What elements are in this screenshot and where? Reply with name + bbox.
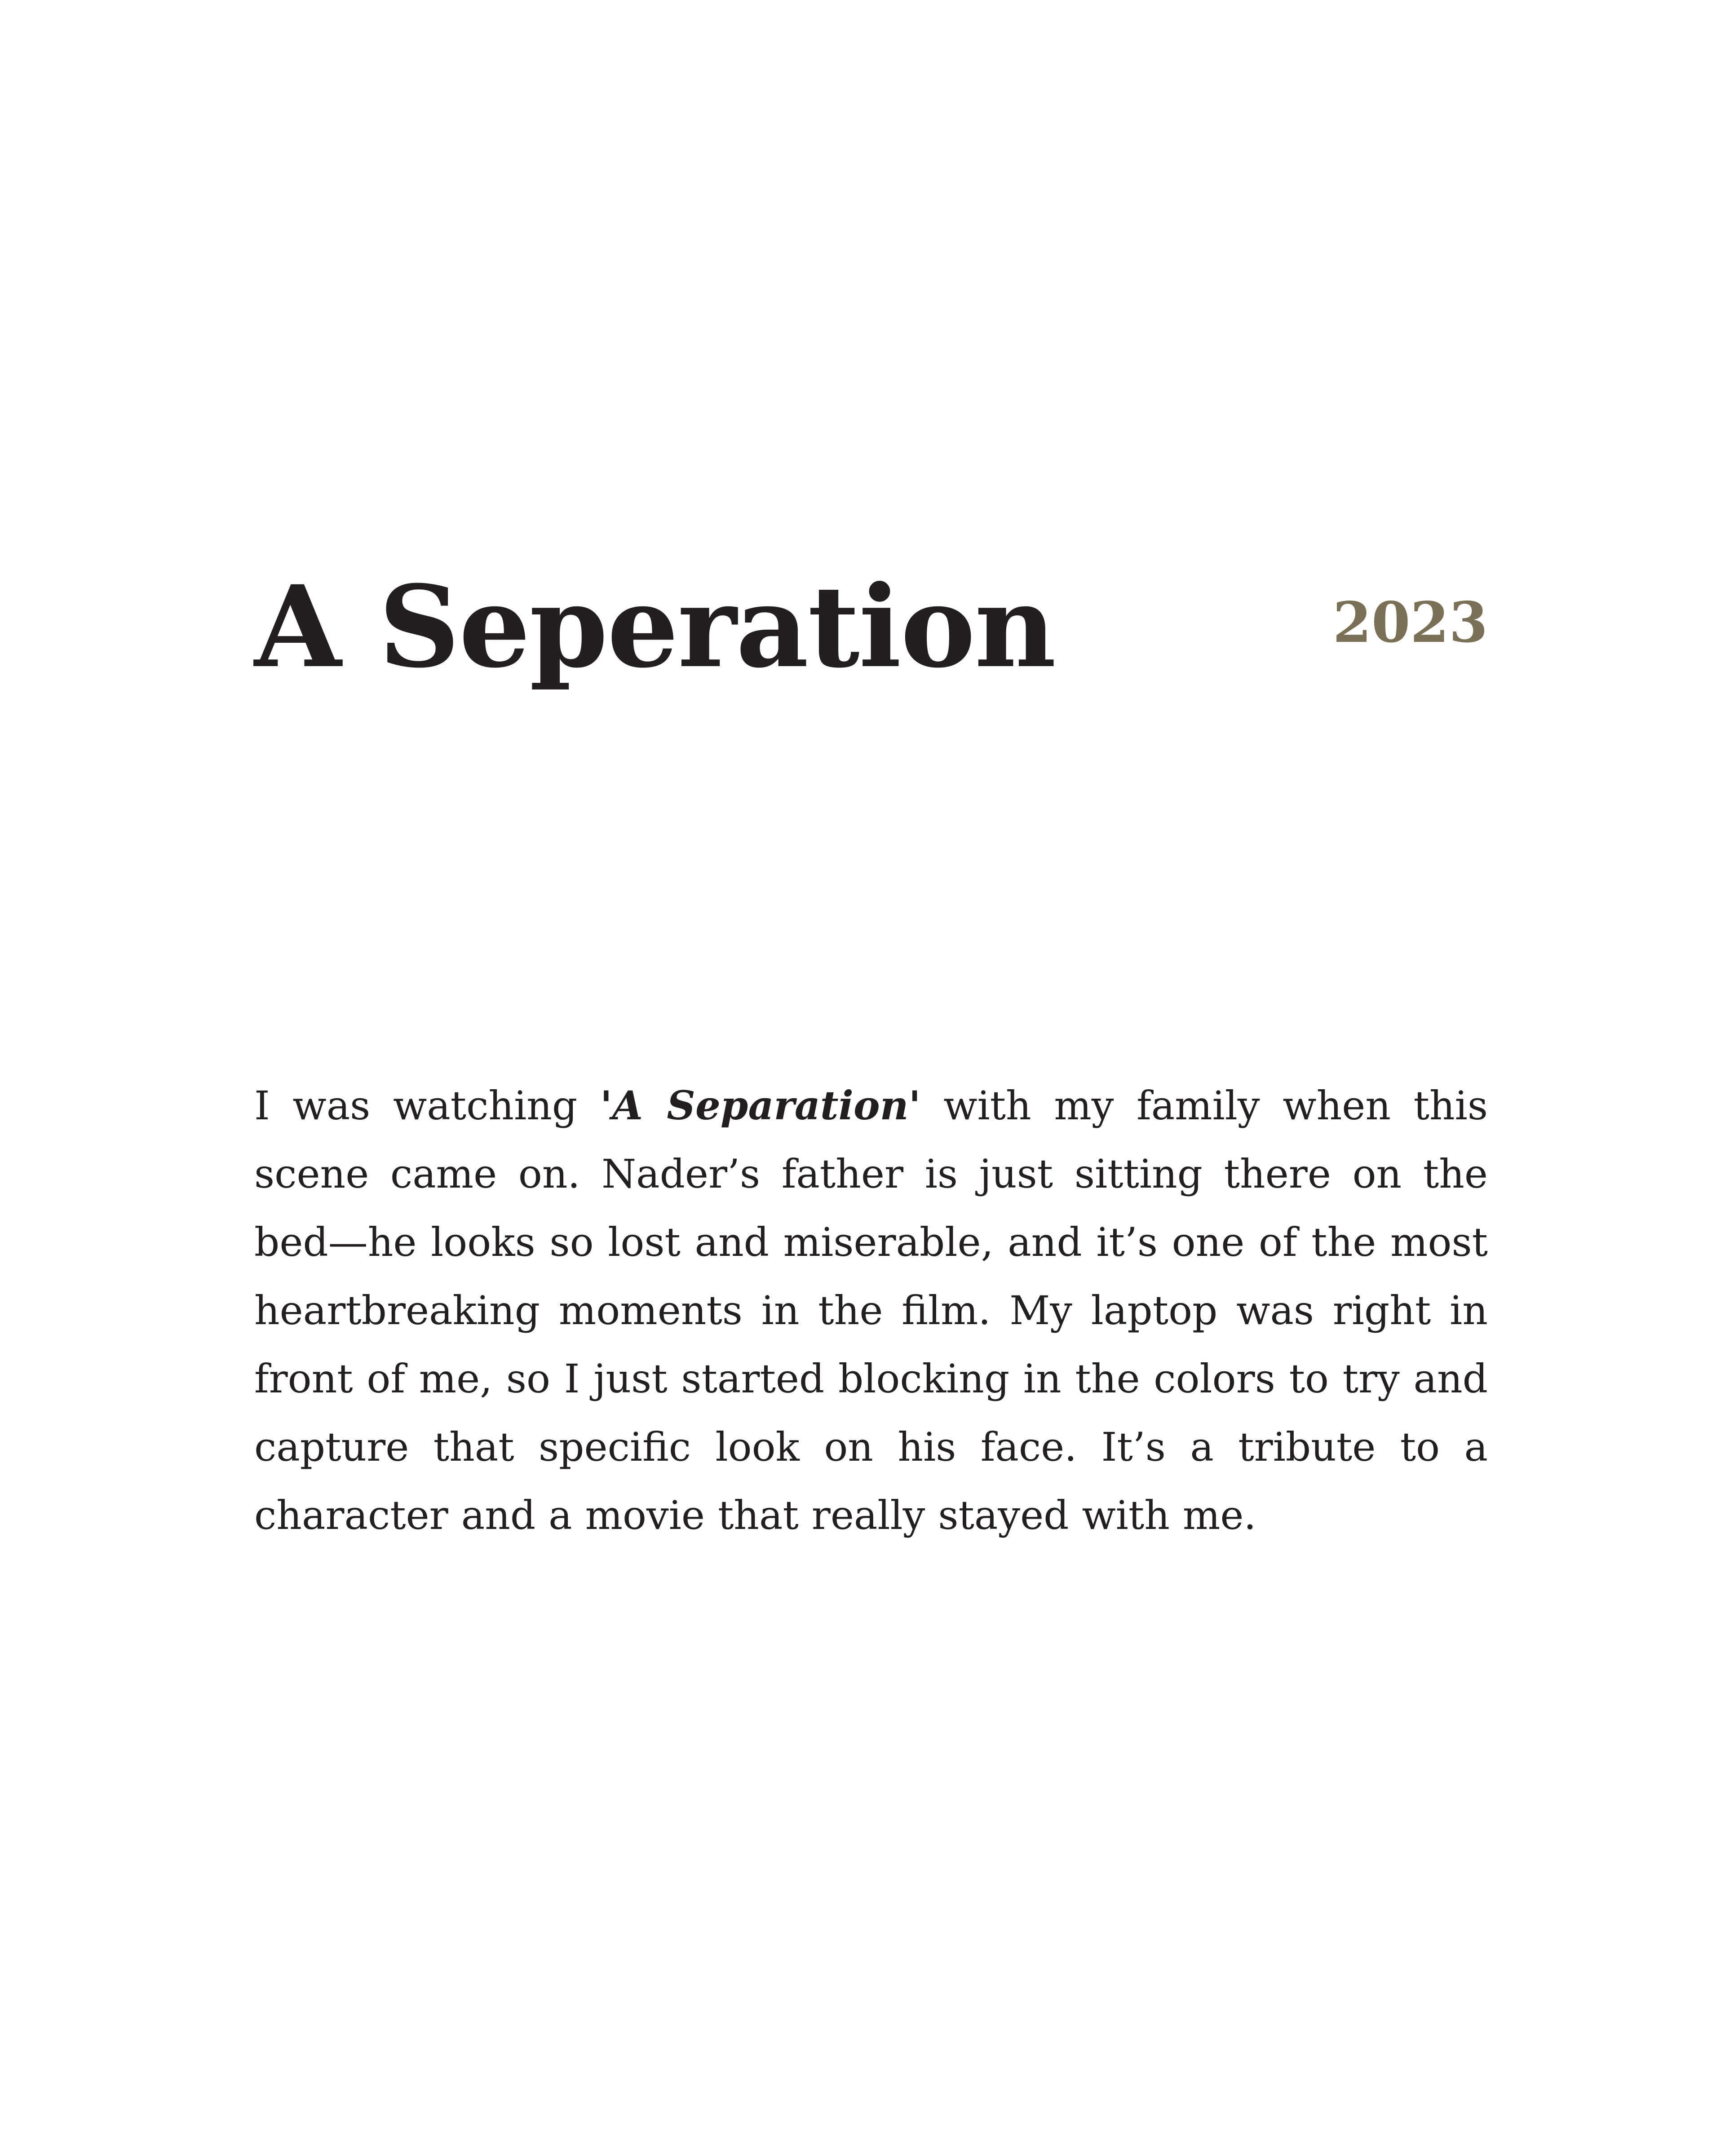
description-intro: I was watching [254,1082,600,1129]
year-label: 2023 [1332,590,1488,655]
description-paragraph [254,1071,1488,1550]
film-title-reference: 'A Separation' [600,1082,921,1129]
page-title: A Seperation [254,561,1056,693]
description-body: with my family when this scene came on. Nader’s father is just sitting there on the bed—he looks so lost and miserable, and it’s one of the most heartbreaking moments in the film. My laptop was right in front of me, so I just started blocking in the colors to try and capture that specific look on his face. It’s a tribute to a character and a movie that really stayed with me. [254,1082,1488,1538]
